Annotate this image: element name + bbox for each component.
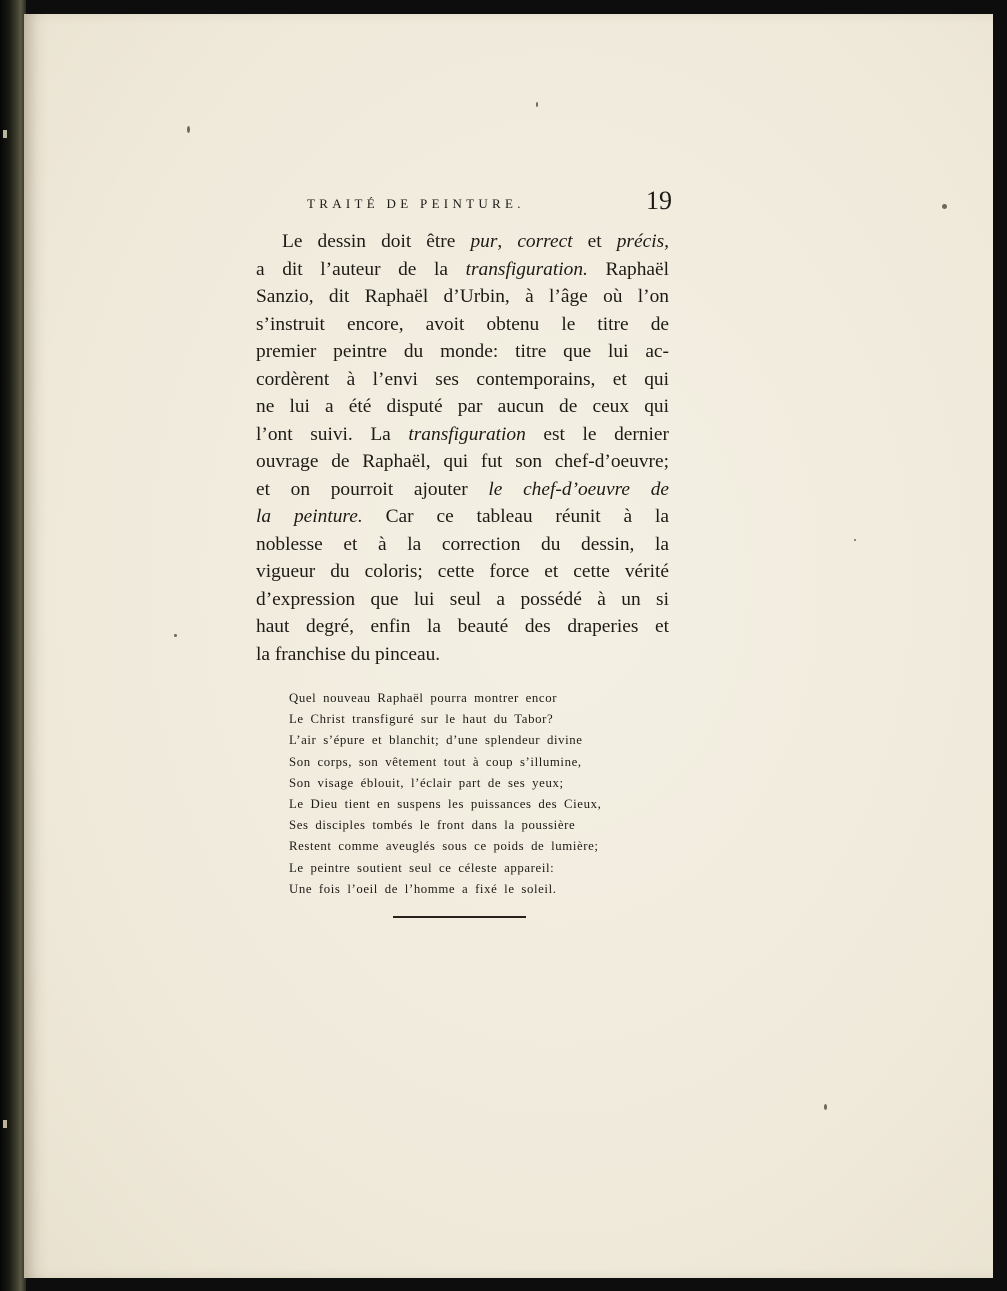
paper-speck bbox=[942, 204, 947, 209]
page-number: 19 bbox=[646, 186, 672, 215]
paper-speck bbox=[174, 634, 177, 637]
prose-text: et bbox=[572, 231, 617, 252]
prose-line bbox=[256, 228, 669, 256]
prose-text: l’ont suivi. La bbox=[256, 423, 409, 445]
prose-text: Raphaël bbox=[587, 258, 669, 280]
prose-text: noblesse et à la correction du dessin, la bbox=[256, 533, 669, 555]
spine-mark bbox=[3, 130, 7, 138]
paper-speck bbox=[824, 1104, 827, 1110]
prose-text: , bbox=[497, 231, 518, 252]
spine-mark bbox=[3, 1120, 7, 1128]
prose-italic-text: pur bbox=[470, 231, 498, 252]
prose-italic-text: la peinture. bbox=[256, 506, 363, 527]
prose-italic-text: transfiguration. bbox=[465, 258, 588, 280]
prose-line bbox=[256, 531, 669, 559]
prose-line bbox=[256, 421, 669, 449]
prose-text: ne lui a été disputé par aucun de ceux qui bbox=[256, 396, 669, 417]
prose-text: et on pourroit ajouter bbox=[256, 478, 489, 500]
prose-line bbox=[256, 338, 669, 366]
prose-text: Car ce tableau réunit à la bbox=[362, 506, 669, 527]
prose-text: a dit l’auteur de la bbox=[256, 258, 466, 280]
prose-italic-text: transfiguration bbox=[408, 423, 526, 445]
prose-line bbox=[256, 283, 669, 311]
prose-line bbox=[256, 586, 669, 614]
prose-text: Sanzio, dit Raphaël d’Urbin, à l’âge où l’on bbox=[256, 286, 669, 307]
verse-line: Quel nouveau Raphaël pourra montrer encor bbox=[289, 691, 558, 705]
paper-speck bbox=[854, 539, 856, 541]
prose-text: haut degré, enfin la beauté des draperies et bbox=[256, 616, 669, 637]
verse-line: L’air s’épure et blanchit; d’une splendeur divine bbox=[289, 733, 583, 748]
prose-line bbox=[256, 393, 669, 421]
prose-italic-text: le chef-d’oeuvre de bbox=[488, 478, 669, 500]
prose-italic-text: correct bbox=[517, 231, 573, 252]
verse-line: Le peintre soutient seul ce céleste appareil: bbox=[289, 860, 555, 875]
verse-line: Ses disciples tombés le front dans la poussière bbox=[289, 818, 576, 833]
prose-text: cordèrent à l’envi ses contemporains, et qui bbox=[256, 368, 669, 390]
prose-line bbox=[256, 311, 669, 339]
prose-text: s’instruit encore, avoit obtenu le titre de bbox=[256, 313, 669, 335]
prose-line bbox=[256, 476, 669, 504]
prose-text: premier peintre du monde: titre que lui ac- bbox=[256, 341, 669, 362]
closing-rule bbox=[393, 916, 526, 918]
prose-text: Le dessin doit être bbox=[282, 231, 471, 252]
prose-text: ouvrage de Raphaël, qui fut son chef-d’oeuvre; bbox=[256, 451, 669, 472]
verse-quotation bbox=[289, 688, 649, 900]
prose-line bbox=[256, 503, 669, 531]
verse-line: Une fois l’oeil de l’homme a fixé le soleil. bbox=[289, 881, 557, 896]
verse-line: Le Dieu tient en suspens les puissances des Cieux, bbox=[289, 797, 602, 812]
verse-line: Son visage éblouit, l’éclair part de ses yeux; bbox=[289, 775, 564, 790]
prose-line bbox=[256, 448, 669, 476]
prose-line bbox=[256, 558, 669, 586]
paper-speck bbox=[536, 102, 538, 107]
verse-line: Restent comme aveuglés sous ce poids de lumière; bbox=[289, 839, 599, 854]
running-head bbox=[232, 184, 672, 224]
prose-line bbox=[256, 641, 669, 669]
verse-line: Le Christ transfiguré sur le haut du Tabor? bbox=[289, 712, 554, 727]
book-spine bbox=[0, 0, 26, 1291]
verse-line: Son corps, son vêtement tout à coup s’illumine, bbox=[289, 754, 582, 769]
prose-text: d’expression que lui seul a possédé à un si bbox=[256, 588, 669, 610]
prose-text: est le dernier bbox=[525, 423, 669, 445]
prose-line bbox=[256, 613, 669, 641]
prose-italic-text: précis, bbox=[616, 231, 669, 252]
prose-line bbox=[256, 366, 669, 394]
prose-text: la franchise du pinceau. bbox=[256, 643, 441, 665]
body-paragraph bbox=[256, 228, 669, 668]
running-title: TRAITÉ DE PEINTURE. bbox=[307, 196, 525, 211]
prose-line bbox=[256, 256, 669, 284]
paper-speck bbox=[187, 126, 190, 133]
prose-text: vigueur du coloris; cette force et cette vérité bbox=[256, 561, 669, 582]
